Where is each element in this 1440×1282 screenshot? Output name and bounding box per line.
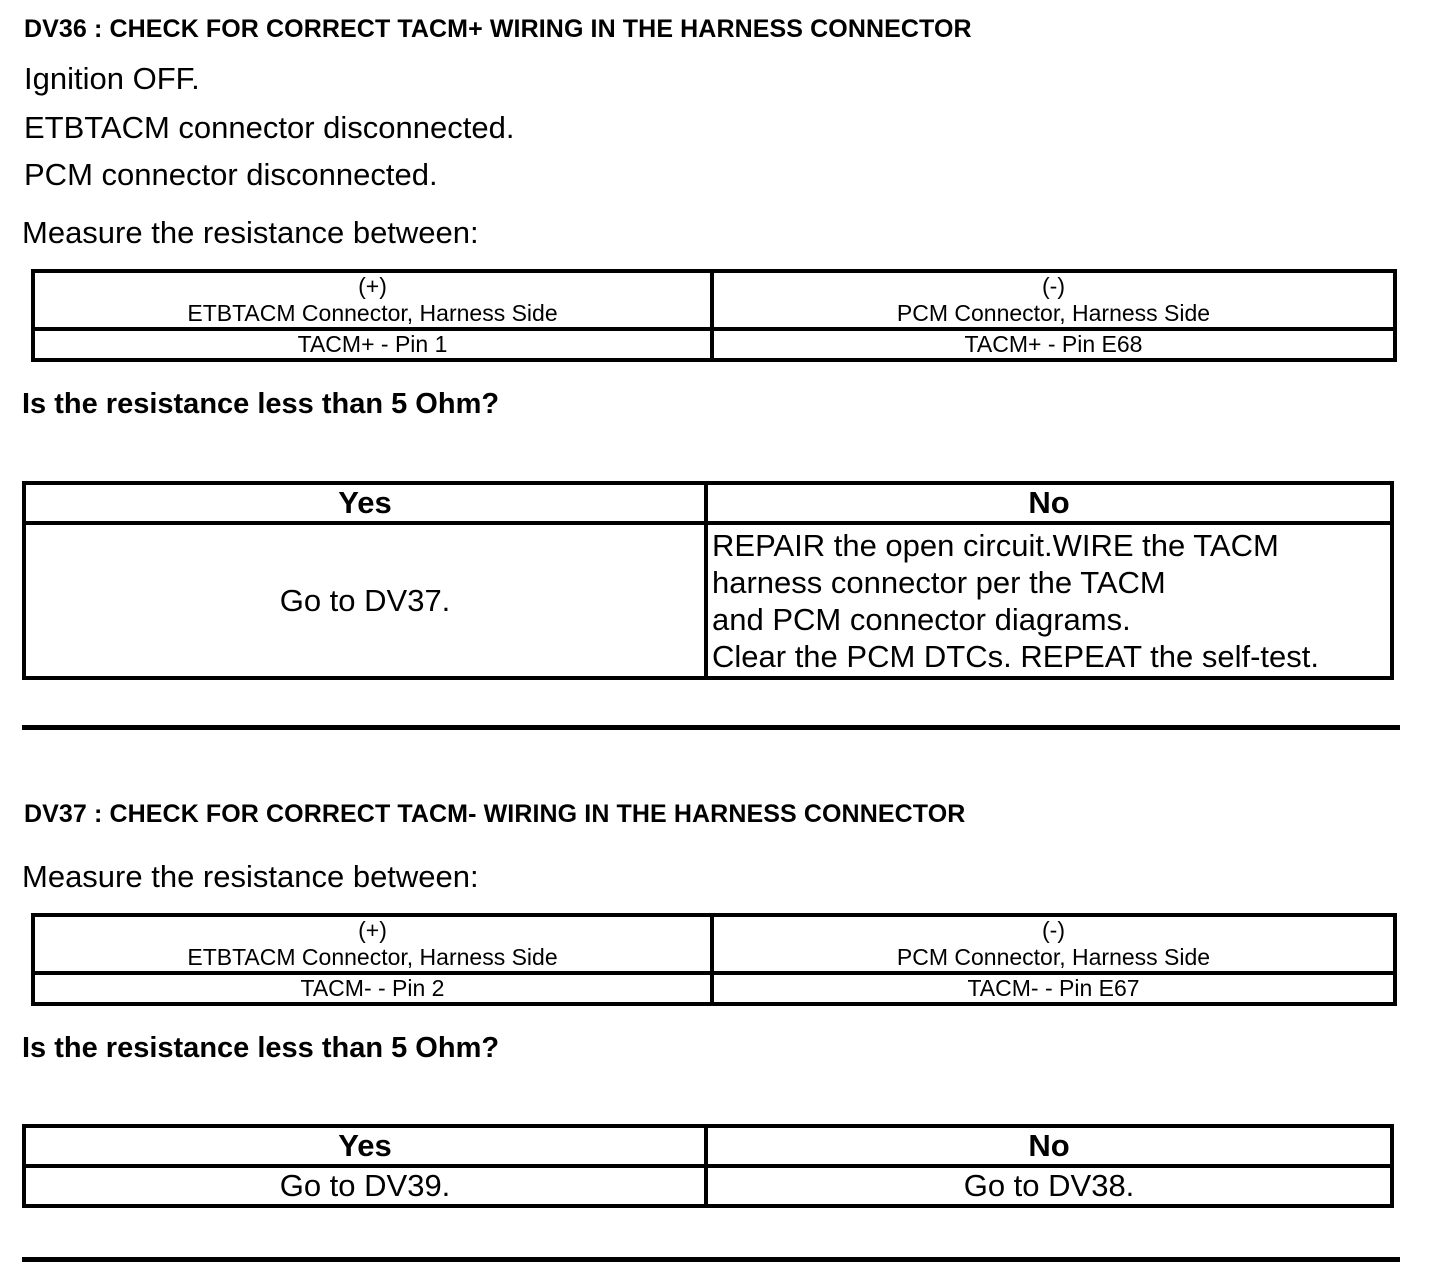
positive-sign: (+) <box>358 917 387 943</box>
pcm-connector-title: PCM Connector, Harness Side <box>896 300 1211 326</box>
positive-sign: (+) <box>358 273 387 299</box>
dv36-heading: DV36 : CHECK FOR CORRECT TACM+ WIRING IN THE HARNESS CONNECTOR <box>24 15 972 43</box>
dv36-step-pcm: PCM connector disconnected. <box>24 157 438 192</box>
no-action-line: Clear the PCM DTCs. REPEAT the self-test. <box>712 638 1319 674</box>
etbtacm-connector-title: ETBTACM Connector, Harness Side <box>187 300 558 326</box>
etbtacm-connector-title: ETBTACM Connector, Harness Side <box>187 944 558 970</box>
dv37-no-action: Go to DV38. <box>706 1166 1392 1206</box>
dv37-heading: DV37 : CHECK FOR CORRECT TACM- WIRING IN THE HARNESS CONNECTOR <box>24 800 966 828</box>
dv36-measure-intro: Measure the resistance between: <box>22 215 479 250</box>
dv36-no-action <box>706 523 1392 678</box>
dv36-measure-table <box>31 269 1397 362</box>
section-divider <box>22 1257 1400 1262</box>
section-divider <box>22 725 1400 730</box>
dv36-step-etbtacm: ETBTACM connector disconnected. <box>24 110 515 145</box>
dv37-question: Is the resistance less than 5 Ohm? <box>22 1032 500 1064</box>
pcm-connector-title: PCM Connector, Harness Side <box>896 944 1211 970</box>
dv36-step-ignition: Ignition OFF. <box>24 61 200 96</box>
dv36-question: Is the resistance less than 5 Ohm? <box>22 388 500 420</box>
dv37-negative-pin: TACM- - Pin E67 <box>712 973 1395 1004</box>
dv37-measure-intro: Measure the resistance between: <box>22 859 479 894</box>
dv36-positive-header <box>33 271 712 329</box>
dv36-positive-pin: TACM+ - Pin 1 <box>33 329 712 360</box>
no-header: No <box>706 1126 1392 1166</box>
no-action-line: and PCM connector diagrams. <box>712 601 1131 637</box>
dv36-answer-table <box>22 481 1394 680</box>
dv37-answer-table <box>22 1124 1394 1208</box>
no-action-line: REPAIR the open circuit.WIRE the TACM <box>712 527 1279 563</box>
dv37-positive-header <box>33 915 712 973</box>
negative-sign: (-) <box>1042 917 1065 943</box>
dv37-negative-header <box>712 915 1395 973</box>
no-action-line: harness connector per the TACM <box>712 564 1166 600</box>
dv36-yes-action: Go to DV37. <box>24 523 706 678</box>
negative-sign: (-) <box>1042 273 1065 299</box>
dv37-positive-pin: TACM- - Pin 2 <box>33 973 712 1004</box>
yes-header: Yes <box>24 483 706 523</box>
no-header: No <box>706 483 1392 523</box>
dv37-yes-action: Go to DV39. <box>24 1166 706 1206</box>
dv37-measure-table <box>31 913 1397 1006</box>
dv36-negative-pin: TACM+ - Pin E68 <box>712 329 1395 360</box>
yes-header: Yes <box>24 1126 706 1166</box>
dv36-negative-header <box>712 271 1395 329</box>
